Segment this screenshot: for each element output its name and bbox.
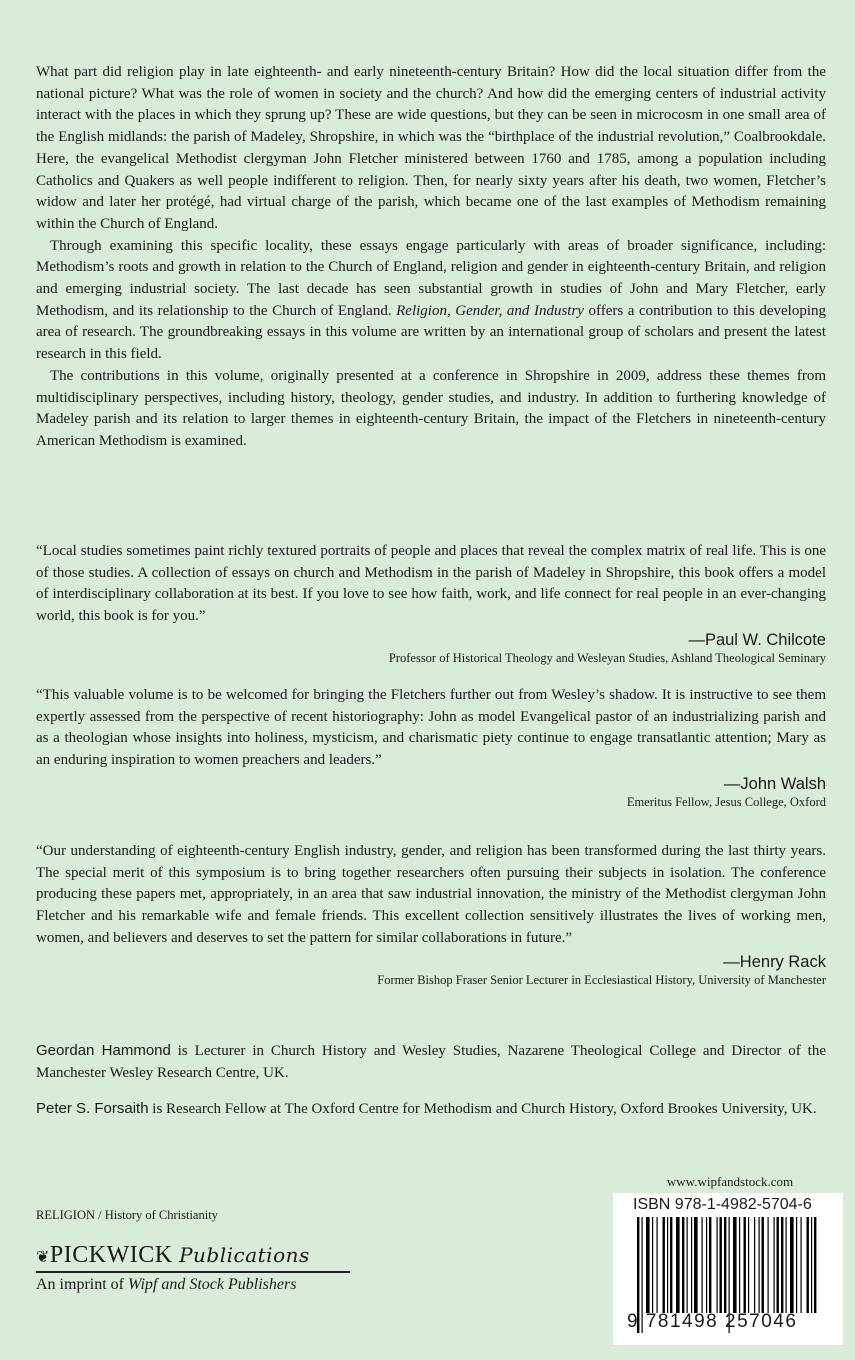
author-name: Peter S. Forsaith: [36, 1100, 149, 1117]
text: offers a contribution to this developing area of research. The groundbreaking essays in this volume are written by an international group of scholars and present the latest research in this field.: [36, 302, 826, 363]
barcode-bar: [762, 1217, 764, 1313]
text: Through examining this specific locality, these essays engage particularly with areas of broader significance, including: Methodism’s roots and growth in relation to the Church of England, religion and gender in eighteenth-century Britain, and religion and emerging industrial society. The last decade has seen substantial growth in studies of John and Mary Fletcher, early Methodism, and its relationship to the Church of England.: [36, 237, 826, 319]
subject-category: RELIGION / History of Christianity: [36, 1208, 218, 1222]
barcode-bar: [754, 1217, 755, 1313]
website: www.wipfandstock.com: [666, 1174, 794, 1189]
barcode-bar: [702, 1217, 703, 1313]
endorser-affiliation: Professor of Historical Theology and Wesleyan Studies, Ashland Theological Seminary: [388, 650, 826, 665]
author-bio: [36, 1098, 826, 1121]
barcode-bar: [709, 1217, 711, 1313]
book-title: Religion, Gender, and Industry: [396, 302, 584, 319]
endorser-name: —John Walsh: [723, 774, 826, 793]
barcode-bar: [768, 1217, 769, 1313]
barcode-bar: [694, 1217, 698, 1313]
author-bio-text: is Research Fellow at The Oxford Centre for Methodism and Church History, Oxford Brookes University, UK.: [148, 1101, 817, 1117]
endorser-name: —Henry Rack: [723, 952, 826, 971]
publisher-logo: [36, 1242, 350, 1294]
barcode-bar: [733, 1217, 737, 1313]
description-paragraph: What part did religion play in late eighteenth- and early nineteenth-century Britain? How did the local situation differ from the national picture? What was the role of women in society and the church? And how did the emerging centers of industrial activity interact with the places in which they sprung up? These are wide questions, but they can be seen in microcosm in one small area of the English midlands: the parish of Madeley, Shropshire, in which was the “birthplace of the industrial revolution,” Coalbrookdale. Here, the evangelical Methodist clergyman John Fletcher ministered between 1760 and 1785, among a population including Catholics and Quakers as well people indifferent to religion. Then, for nearly sixty years after his death, two women, Fletcher’s widow and later her protégé, had virtual charge of the parish, which became one of the last examples of Methodism remaining within the Church of England.: [36, 64, 826, 232]
isbn-barcode: [613, 1193, 843, 1345]
leaf-icon: ❦: [36, 1249, 50, 1266]
barcode-bar: [777, 1217, 779, 1313]
barcode-bar: [739, 1217, 740, 1313]
barcode-bar: [670, 1217, 672, 1313]
author-bio: [36, 1040, 826, 1084]
barcode-bar: [790, 1217, 794, 1313]
barcode-bar: [687, 1217, 688, 1313]
publisher-name-italic: Publications: [179, 1243, 310, 1267]
publisher-name: PICKWICK: [49, 1242, 173, 1268]
barcode-bar: [807, 1217, 809, 1313]
endorser-name: —Paul W. Chilcote: [688, 630, 826, 649]
endorsement-quote: “This valuable volume is to be welcomed for bringing the Fletchers further out from Wesley’s shadow. It is instructive to see them expertly assessed from the perspective of recent historiography: John as model Evangelical pastor of an industrializing parish and as a theologian whose insights into holiness, mysticism, and charismatic piety continue to engage transatlantic attention; Mary as an enduring inspiration to women preachers and leaders.”: [36, 687, 826, 769]
barcode-bar: [801, 1217, 802, 1313]
barcode-bar: [682, 1217, 684, 1313]
endorsement-quote: “Local studies sometimes paint richly textured portraits of people and places that reveal the complex matrix of real life. This is one of those studies. A collection of essays on church and Methodism in the parish of Madeley in Shropshire, this book offers a model of interdisciplinary collaboration at its best. If you love to see how faith, work, and life connect for real people in an ever-changing world, this book is for you.”: [36, 543, 826, 625]
barcode-bar: [667, 1217, 668, 1313]
endorsement: [36, 685, 826, 811]
barcode-bar: [646, 1217, 650, 1313]
barcode-bar: [786, 1217, 787, 1313]
endorsement-quote: “Our understanding of eighteenth-century English industry, gender, and religion has been transformed during the last thirty years. The special merit of this symposium is to bring together researchers often pursuing their subjects in isolation. The conference producing these papers met, appropriately, in an area that saw industrial innovation, the ministry of the Methodist clergyman John Fletcher and his remarkable wife and female friends. This excellent collection sensitively illustrates the lives of working men, women, and believers and deserves to set the pattern for similar collaborations in future.”: [36, 843, 826, 946]
imprint-name: Wipf and Stock Publishers: [128, 1276, 297, 1293]
endorsement: [36, 541, 826, 667]
barcode-bar: [811, 1217, 812, 1313]
barcode-bar: [781, 1217, 783, 1313]
barcode-bar: [814, 1217, 816, 1313]
barcode-bar: [676, 1217, 680, 1313]
barcode-bar: [652, 1217, 653, 1313]
endorsement: [36, 841, 826, 989]
barcode-bar: [748, 1217, 749, 1313]
endorser-affiliation: Former Bishop Fraser Senior Lecturer in Ecclesiastical History, University of Manchester: [377, 972, 826, 987]
barcode-bar: [720, 1217, 722, 1313]
barcode-number: 9 781498 257046: [627, 1311, 798, 1332]
barcode-bar: [759, 1217, 760, 1313]
barcode-bar: [796, 1217, 797, 1313]
barcode-bar: [706, 1217, 707, 1313]
barcode-bar: [717, 1217, 718, 1313]
isbn-text: ISBN 978-1-4982-5704-6: [633, 1196, 812, 1213]
endorser-affiliation: Emeritus Fellow, Jesus College, Oxford: [626, 794, 826, 809]
book-description: [36, 62, 826, 453]
description-paragraph: The contributions in this volume, originally presented at a conference in Shropshire in 2009, address these themes from multidisciplinary perspectives, including history, theology, gender studies, and industry. In addition to furthering knowledge of Madeley parish and its relation to larger themes in eighteenth-century Britain, the impact of the Fletchers in nineteenth-century American Methodism is examined.: [36, 367, 826, 449]
barcode-bar: [691, 1217, 692, 1313]
imprint-prefix: An imprint of: [36, 1276, 128, 1293]
author-bio-text: is Lecturer in Church History and Wesley Studies, Nazarene Theological College and Director of the Manchester Wesley Research Centre, UK.: [36, 1043, 826, 1081]
barcode-bar: [663, 1217, 665, 1313]
description-paragraph: [36, 236, 826, 366]
barcode-bar: [657, 1217, 658, 1313]
barcode-bar: [724, 1217, 726, 1313]
barcode-bar: [744, 1217, 746, 1313]
author-name: Geordan Hammond: [36, 1042, 171, 1059]
barcode-bar: [774, 1217, 775, 1313]
